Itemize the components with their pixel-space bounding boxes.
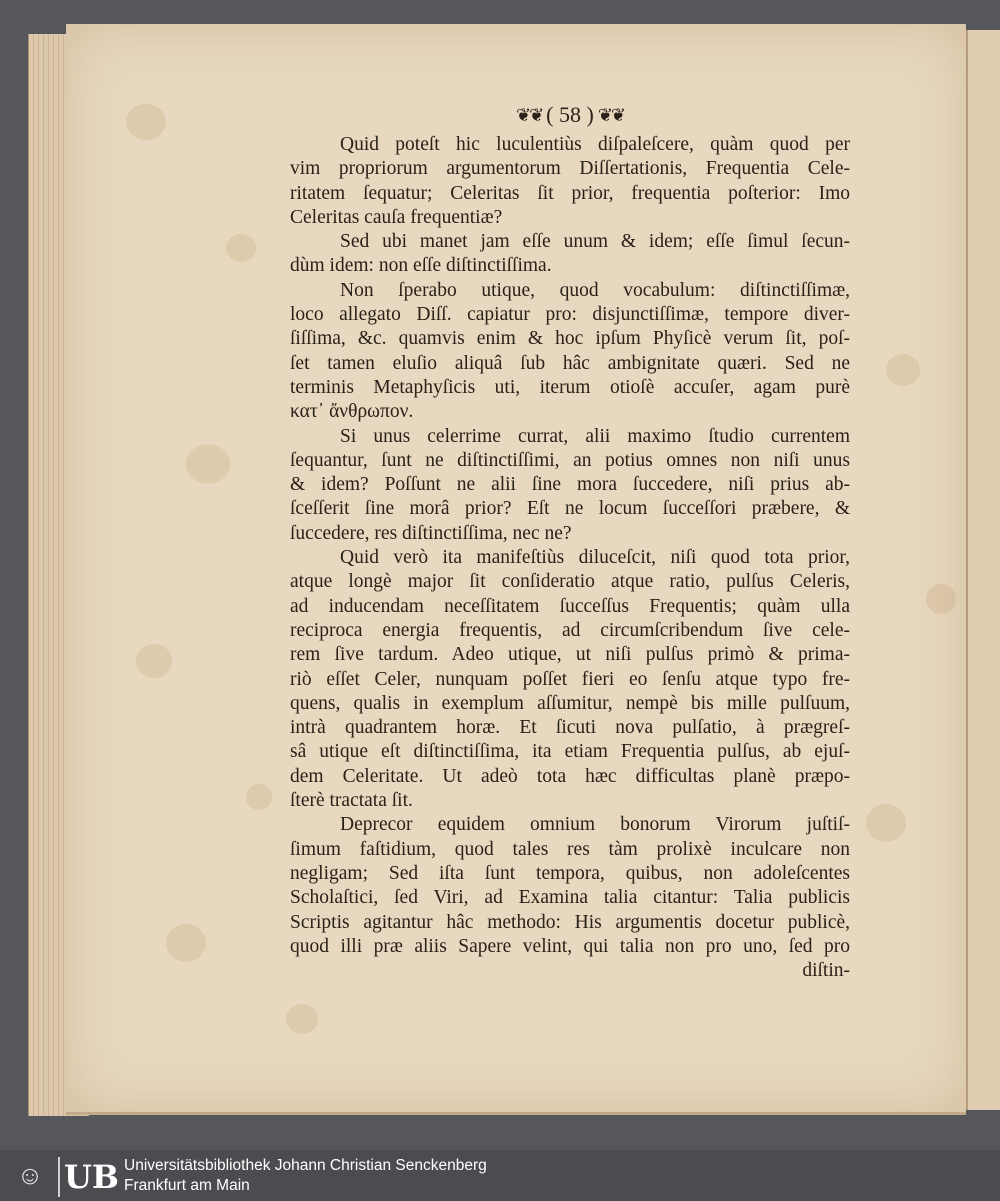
portrait-icon: ☺ (16, 1161, 44, 1190)
ub-logo: UB (58, 1157, 124, 1197)
text-line: loco allegato Diſſ. capiatur pro: disjunctiſſimæ, tempore diver- (290, 304, 850, 326)
text-line: dem Celeritate. Ut adeò tota hæc difficultas planè præpo- (290, 765, 850, 787)
body-text (290, 133, 850, 983)
text-line: quod illi præ aliis Sapere velint, qui talia non pro uno, ſed pro (290, 935, 850, 957)
text-line: ſequantur, ſunt ne diſtinctiſſimi, an potius omnes non niſi unus (290, 449, 850, 471)
text-line: ſimum faſtidium, quod tales res tàm prolixè inculcare non (290, 838, 850, 860)
library-city: Frankfurt am Main (124, 1177, 250, 1194)
text-line: Non ſperabo utique, quod vocabulum: diſtinctiſſimæ, (340, 279, 850, 301)
text-line: Scholaſtici, ſed Viri, ad Examina talia citantur: Talia publicis (290, 887, 850, 909)
text-line: ad inducendam neceſſitatem ſucceſſus Frequentis; quàm ulla (290, 595, 850, 617)
text-line: sâ utique eſt diſtinctiſſima, ita etiam Frequentia pulſus, ab ejuſ- (290, 741, 850, 763)
text-line: Si unus celerrime currat, alii maximo ſtudio currentem (340, 425, 850, 447)
text-line: ſterè tractata ſit. (290, 790, 413, 812)
library-credit (124, 1156, 487, 1196)
text-line: vim propriorum argumentorum Diſſertationis, Frequentia Cele- (290, 158, 850, 180)
text-line: Celeritas cauſa frequentiæ? (290, 206, 503, 228)
text-line: reciproca energia frequentis, ad circumſcribendum ſive cele- (290, 619, 850, 641)
text-line: ritatem ſequatur; Celeritas ſit prior, frequentia poſterior: Imo (290, 182, 850, 204)
text-line: terminis Metaphyſicis uti, iterum otioſè accuſer, agam purè (290, 376, 850, 398)
text-line: Deprecor equidem omnium bonorum Virorum juſtiſ- (340, 814, 850, 836)
text-line: Scriptis agitantur hâc methodo: His argumentis docetur publicè, (290, 911, 850, 933)
ornament-right-icon: ❦❦ (597, 104, 624, 125)
text-line: ſuccedere, res diſtinctiſſima, nec ne? (290, 522, 572, 544)
text-line: κατ᾽ ἄνθρωπον. (290, 401, 414, 423)
text-line: riò eſſet Celer, nunquam poſſet fieri eo ſenſu atque typo fre- (290, 668, 850, 690)
text-line: diſtin- (802, 960, 850, 982)
text-line: rem ſive tardum. Adeo utique, ut niſi pulſus primò & prima- (290, 644, 850, 666)
text-line: Quid verò ita manifeſtiùs diluceſcit, niſi quod tota prior, (340, 547, 850, 569)
text-line: ſet tamen eluſio aliquâ ſub hâc ambignitate quæri. Sed ne (290, 352, 850, 374)
text-line: quens, qualis in exemplum aſſumitur, nempè bis mille pulſuum, (290, 692, 850, 714)
library-name: Universitätsbibliothek Johann Christian Senckenberg (124, 1157, 487, 1174)
text-line: Sed ubi manet jam eſſe unum & idem; eſſe ſimul ſecun- (340, 231, 850, 253)
text-line: dùm idem: non eſſe diſtinctiſſima. (290, 255, 552, 277)
page-header (490, 100, 650, 130)
text-line: atque longè major ſit conſideratio atque ratio, pulſus Celeris, (290, 571, 850, 593)
text-line: intrà quadrantem horæ. Et ſicuti nova pulſatio, à prægreſ- (290, 717, 850, 739)
page-number: ( 58 ) (546, 102, 594, 127)
ornament-left-icon: ❦❦ (516, 104, 543, 125)
text-line: Quid poteſt hic luculentiùs diſpaleſcere, quàm quod per (340, 134, 850, 155)
text-line: ſiſſima, &c. quamvis enim & hoc ipſum Phyſicè verum ſit, poſ- (290, 328, 850, 350)
text-line: ſceſſerit ſine morâ prior? Eſt ne locum ſucceſſori præbere, & (290, 498, 850, 520)
text-line: & idem? Poſſunt ne alii ſine mora ſuccedere, niſi prius ab- (290, 474, 850, 496)
facing-page-edge (966, 30, 1000, 1110)
text-line: negligam; Sed iſta ſunt tempora, quibus, non adoleſcentes (290, 862, 850, 884)
